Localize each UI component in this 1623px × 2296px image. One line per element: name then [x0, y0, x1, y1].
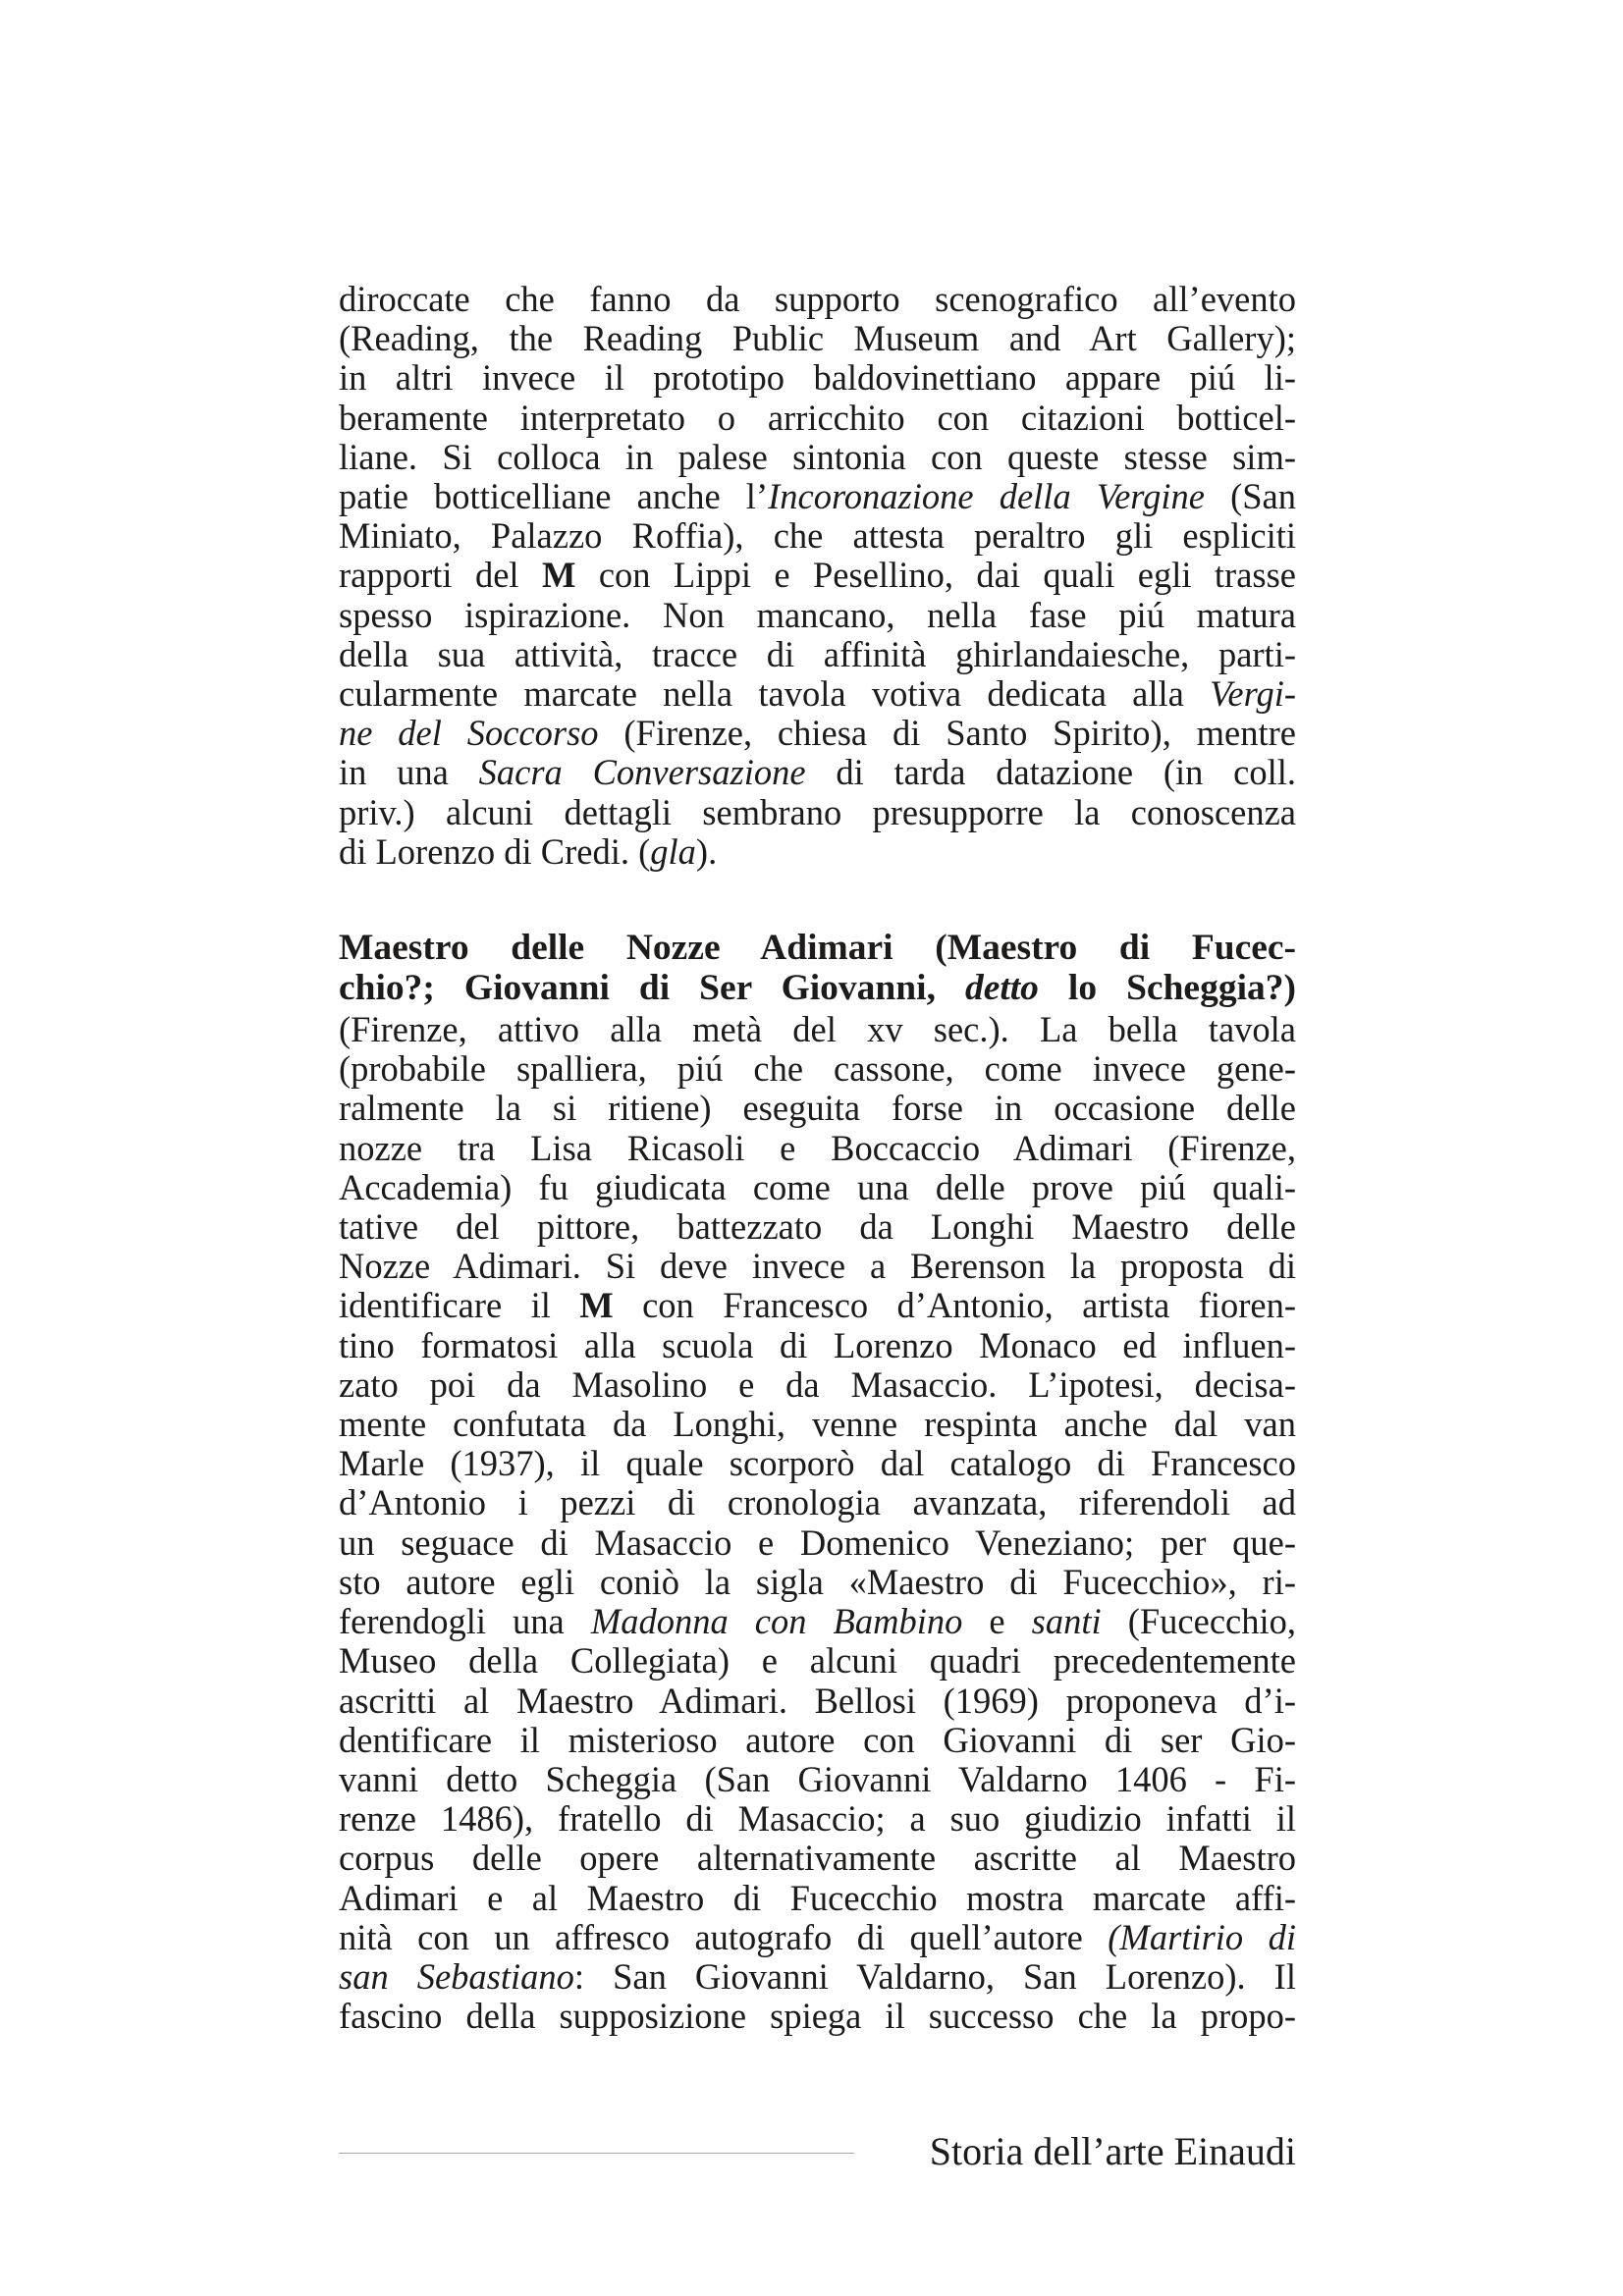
- text-line: corpus delle opere alternativamente ascritte al Maestro: [339, 1838, 1296, 1879]
- text-line: nità con un affresco autografo di quell’autore (Martirio di: [339, 1916, 1296, 1957]
- text-line: san Sebastiano: San Giovanni Valdarno, San Lorenzo). Il: [339, 1955, 1296, 1997]
- entry-heading: [339, 928, 1296, 1008]
- text-line: (probabile spalliera, piú che cassone, come invece gene-: [339, 1048, 1296, 1090]
- text-line: sto autore egli coniò la sigla «Maestro di Fucecchio», ri-: [339, 1561, 1296, 1602]
- text-line: dentificare il misterioso autore con Giovanni di ser Gio-: [339, 1719, 1296, 1760]
- heading-line: Maestro delle Nozze Adimari (Maestro di Fucec-: [339, 928, 1296, 969]
- text-line: ne del Soccorso (Firenze, chiesa di Santo Spirito), mentre: [339, 713, 1296, 754]
- heading-line: chio?; Giovanni di Ser Giovanni, detto lo Scheggia?): [339, 968, 1296, 1009]
- artwork-title: santi: [1031, 1601, 1102, 1642]
- text-line: tative del pittore, battezzato da Longhi Maestro delle: [339, 1206, 1296, 1248]
- text-line: renze 1486), fratello di Masaccio; a suo giudizio infatti il: [339, 1798, 1296, 1840]
- text-line: Adimari e al Maestro di Fucecchio mostra marcate affi-: [339, 1877, 1296, 1918]
- master-abbreviation: M: [541, 555, 576, 596]
- text-line: della sua attività, tracce di affinità ghirlandaiesche, parti-: [339, 633, 1296, 674]
- text-line: in una Sacra Conversazione di tarda datazione (in coll.: [339, 752, 1297, 793]
- artwork-title: Incoronazione della Vergine: [768, 476, 1205, 517]
- text-line: priv.) alcuni dettagli sembrano presupporre la conoscenza: [339, 791, 1296, 832]
- text-line: mente confutata da Longhi, venne respinta anche dal van: [339, 1404, 1296, 1445]
- text-line: Miniato, Palazzo Roffia), che attesta peraltro gli espliciti: [339, 515, 1296, 557]
- text-line: (Firenze, attivo alla metà del xv sec.). La bella tavola: [339, 1009, 1296, 1050]
- text-line: zato poi da Masolino e da Masaccio. L’ipotesi, decisa-: [339, 1363, 1296, 1405]
- text-line: di Lorenzo di Credi. (gla).: [339, 830, 718, 872]
- artwork-title: san Sebastiano: [339, 1955, 574, 1997]
- text-line: Museo della Collegiata) e alcuni quadri precedentemente: [339, 1640, 1296, 1682]
- heading-italic: detto: [964, 968, 1039, 1009]
- page-content: [339, 280, 1296, 2036]
- text-line: un seguace di Masaccio e Domenico Veneziano; per que-: [339, 1522, 1296, 1563]
- text-line: fascino della supposizione spiega il successo che la propo-: [339, 1996, 1296, 2037]
- text-line: ascritti al Maestro Adimari. Bellosi (1969) proponeva d’i-: [339, 1680, 1296, 1721]
- text-line: (Reading, the Reading Public Museum and Art Gallery);: [339, 318, 1296, 359]
- text-line: Marle (1937), il quale scorporò dal catalogo di Francesco: [339, 1443, 1296, 1484]
- author-initials: gla: [650, 830, 696, 872]
- text-line: ferendogli una Madonna con Bambino e santi (Fucecchio,: [339, 1601, 1297, 1642]
- artwork-title: ne del Soccorso: [339, 713, 599, 754]
- page-footer: [339, 2120, 1296, 2179]
- text-line: cularmente marcate nella tavola votiva dedicata alla Vergi-: [339, 673, 1296, 715]
- artwork-title: Madonna con Bambino: [590, 1601, 963, 1642]
- text-line: in altri invece il prototipo baldovinettiano appare piú li-: [339, 357, 1296, 399]
- text-line: diroccate che fanno da supporto scenografico all’evento: [339, 279, 1296, 319]
- footer-rule: [339, 2153, 854, 2154]
- text-line: Nozze Adimari. Si deve invece a Berenson la proposta di: [339, 1246, 1296, 1287]
- text-line: patie botticelliane anche l’Incoronazione della Vergine (San: [339, 476, 1296, 517]
- text-line: identificare il M con Francesco d’Antonio, artista fioren-: [339, 1285, 1296, 1326]
- footer-title: Storia dell’arte Einaudi: [929, 2129, 1296, 2173]
- text-line: beramente interpretato o arricchito con citazioni botticel-: [339, 397, 1296, 438]
- text-line: ralmente la si ritiene) eseguita forse in occasione delle: [339, 1088, 1296, 1129]
- text-line: liane. Si colloca in palese sintonia con queste stesse sim-: [339, 436, 1296, 477]
- master-abbreviation: M: [579, 1285, 614, 1326]
- artwork-title: (Martirio di: [1108, 1916, 1296, 1957]
- text-line: Accademia) fu giudicata come una delle prove piú quali-: [339, 1166, 1296, 1207]
- artwork-title: Vergi-: [1210, 673, 1296, 715]
- text-line: d’Antonio i pezzi di cronologia avanzata, riferendoli ad: [339, 1482, 1296, 1523]
- text-line: tino formatosi alla scuola di Lorenzo Monaco ed influen-: [339, 1324, 1296, 1365]
- artwork-title: Sacra Conversazione: [478, 752, 806, 793]
- text-line: vanni detto Scheggia (San Giovanni Valdarno 1406 - Fi-: [339, 1758, 1296, 1799]
- entry-body: [339, 1010, 1296, 2036]
- text-line: spesso ispirazione. Non mancano, nella fase piú matura: [339, 594, 1296, 635]
- paragraph-continuation: [339, 280, 1296, 872]
- text-line: nozze tra Lisa Ricasoli e Boccaccio Adimari (Firenze,: [339, 1127, 1296, 1168]
- text-line: rapporti del M con Lippi e Pesellino, dai quali egli trasse: [339, 555, 1296, 596]
